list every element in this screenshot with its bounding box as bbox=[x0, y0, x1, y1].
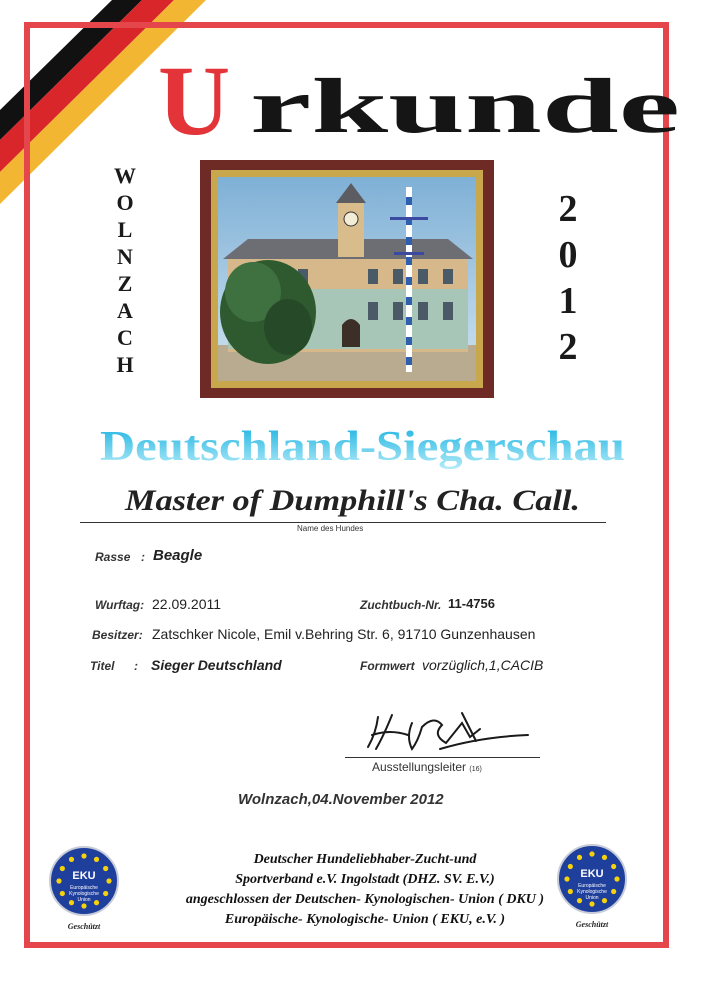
svg-text:Union: Union bbox=[77, 897, 91, 903]
svg-text:EKU: EKU bbox=[580, 868, 604, 880]
titel-label: Titel bbox=[90, 659, 115, 673]
svg-text:EKU: EKU bbox=[72, 870, 96, 882]
formwert-label: Formwert bbox=[360, 659, 415, 673]
year-char: 2 bbox=[558, 326, 578, 368]
town-char: L bbox=[117, 217, 133, 242]
signature-line bbox=[345, 757, 540, 758]
seal-star bbox=[602, 855, 607, 860]
signature bbox=[350, 705, 540, 760]
seal-star bbox=[81, 903, 86, 908]
rasse-separator: : bbox=[141, 550, 145, 564]
svg-text:Kynologische: Kynologische bbox=[69, 891, 99, 897]
seal-star bbox=[81, 853, 86, 858]
eku-seal-right bbox=[556, 843, 628, 935]
event-headline bbox=[60, 420, 680, 480]
federation-line-4: Europäische- Kynologische- Union ( EKU, e.V. ) bbox=[224, 912, 506, 927]
seal-star bbox=[69, 900, 74, 905]
rasse-label: Rasse bbox=[95, 550, 131, 564]
seal-star bbox=[589, 851, 594, 856]
dog-name bbox=[80, 480, 620, 520]
federation-line-3: angeschlossen der Deutschen- Kynologischen- Union ( DKU ) bbox=[185, 892, 545, 907]
seal-star bbox=[568, 864, 573, 869]
seal-star bbox=[589, 901, 594, 906]
title-rest: rkunde bbox=[250, 62, 680, 149]
dog-name-underline bbox=[80, 522, 606, 523]
rasse-value: Beagle bbox=[153, 547, 203, 564]
town-char: W bbox=[114, 163, 136, 188]
year-char: 0 bbox=[558, 234, 578, 276]
town-char: N bbox=[117, 244, 133, 269]
seal-star bbox=[94, 900, 99, 905]
seal-star bbox=[69, 857, 74, 862]
svg-text:Master of Dumphill's Cha. Call: Master of Dumphill's Cha. Call. bbox=[123, 484, 581, 517]
seal-star bbox=[60, 866, 65, 871]
besitzer-label: Besitzer: bbox=[92, 628, 143, 642]
dog-name-caption: Name des Hundes bbox=[297, 524, 364, 533]
svg-text:Europäische: Europäische bbox=[578, 883, 606, 889]
title-initial: U bbox=[158, 48, 231, 156]
signature-number: (16) bbox=[469, 766, 482, 773]
seal-star bbox=[103, 891, 108, 896]
town-char: H bbox=[116, 352, 134, 377]
certificate-title bbox=[150, 48, 690, 158]
zuchtbuch-value: 11-4756 bbox=[448, 596, 495, 611]
seal-star bbox=[611, 889, 616, 894]
wurftag-value: 22.09.2011 bbox=[152, 596, 222, 612]
seal-star bbox=[577, 855, 582, 860]
federation-line-2: Sportverband e.V. Ingolstadt (DHZ. SV. E.V.) bbox=[235, 872, 495, 887]
titel-value: Sieger Deutschland bbox=[151, 657, 282, 673]
besitzer-value: Zatschker Nicole, Emil v.Behring Str. 6, 91710 Gunzenhausen bbox=[152, 626, 536, 642]
seal-star bbox=[103, 866, 108, 871]
formwert-value: vorzüglich,1,CACIB bbox=[422, 657, 544, 673]
svg-text:Kynologische: Kynologische bbox=[577, 889, 607, 895]
seal-star bbox=[568, 889, 573, 894]
place-date: Wolnzach,04.November 2012 bbox=[238, 791, 444, 808]
seal-star bbox=[614, 876, 619, 881]
titel-separator: : bbox=[134, 659, 138, 673]
seal-star bbox=[106, 878, 111, 883]
year-char: 1 bbox=[558, 280, 578, 322]
town-char: O bbox=[116, 190, 134, 215]
vertical-year bbox=[548, 190, 588, 374]
federation-text bbox=[150, 850, 580, 930]
seal-star bbox=[611, 864, 616, 869]
seal-star bbox=[577, 898, 582, 903]
federation-line-1: Deutscher Hundeliebhaber-Zucht-und bbox=[253, 852, 477, 867]
svg-text:Deutschland-Siegerschau: Deutschland-Siegerschau bbox=[100, 424, 625, 470]
seal-star bbox=[56, 878, 61, 883]
svg-text:Geschützt: Geschützt bbox=[67, 922, 101, 931]
town-hall-photo bbox=[218, 177, 476, 381]
eku-seal-left bbox=[48, 845, 120, 937]
svg-text:Union: Union bbox=[585, 895, 599, 901]
zuchtbuch-label: Zuchtbuch-Nr. bbox=[360, 598, 442, 612]
wurftag-label: Wurftag: bbox=[95, 598, 145, 612]
year-char: 2 bbox=[558, 188, 578, 230]
seal-star bbox=[564, 876, 569, 881]
seal-star bbox=[602, 898, 607, 903]
vertical-town bbox=[110, 165, 140, 381]
seal-star bbox=[94, 857, 99, 862]
svg-text:Geschützt: Geschützt bbox=[575, 920, 609, 929]
town-char: A bbox=[117, 298, 133, 323]
svg-text:Europäische: Europäische bbox=[70, 885, 98, 891]
town-char: C bbox=[117, 325, 133, 350]
seal-star bbox=[60, 891, 65, 896]
town-char: Z bbox=[117, 271, 133, 296]
signature-label: Ausstellungsleiter (16) bbox=[372, 760, 482, 774]
